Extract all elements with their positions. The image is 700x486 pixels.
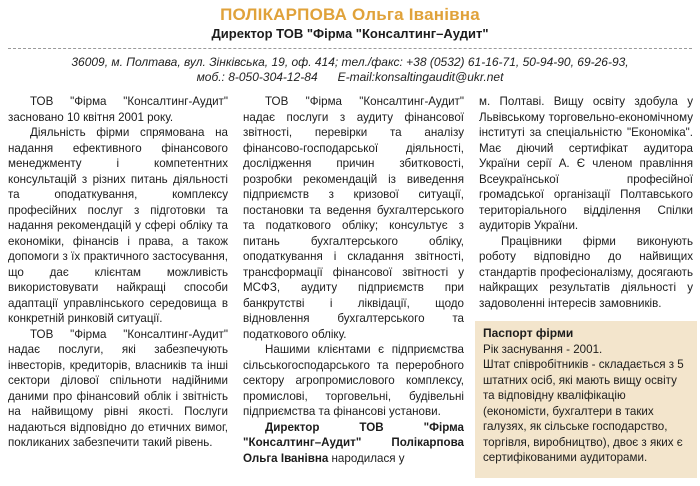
header xyxy=(0,4,700,42)
paragraph: ТОВ "Фірма "Консалтинг-Аудит" засновано 10 квітня 2001 року. xyxy=(8,95,228,124)
paragraph: Нашими клієнтами є підприємства сільськогосподарського та переробного сектору агропромислового комплексу, промислові, торговельні, будівельні підприємства та фінансові установи. xyxy=(243,343,464,418)
passport-title: Паспорт фірми xyxy=(483,326,574,340)
contact-line-address: 36009, м. Полтава, вул. Зінківська, 19, оф. 414; тел./факс: +38 (0532) 61-16-71, 50-94-90, 69-26-93, xyxy=(71,55,629,69)
column-1 xyxy=(8,94,228,451)
passport-founded: Рік заснування - 2001. xyxy=(483,342,603,356)
paragraph: м. Полтаві. Вищу освіту здобула у Львівському торговельно-економічному інституті за спеціальністю "Економіка". Має діючий сертифікат аудитора України серії А. Є членом правління Всеукраїнської професійної громадської організації Полтавського територіального відділення Спілки аудиторів України. xyxy=(479,95,693,232)
contact-info xyxy=(0,55,700,85)
director-text: народилася у xyxy=(328,451,405,465)
paragraph: ТОВ "Фірма "Консалтинг-Аудит" надає послуги з аудиту фінансової звітності, перевірки та аналізу фінансово-господарської діяльності, дослідження причин збитковості, розробки рекомендацій із виведення підприємств з кризової ситуації, постановки та ведення бухгалтерського та податкового обліку; консультує з питань бухгалтерського обліку, оподаткування і складання звітності, трансформації фінансової звітності у МСФЗ, аудиту підприємств при банкрутстві і ліквідації, щодо відновлення бухгалтерського та податкового обліку. xyxy=(243,95,464,341)
contact-line-mobile-email: моб.: 8-050-304-12-84 E-mail:konsaltingaudit@ukr.net xyxy=(196,70,504,84)
paragraph: Працівники фірми виконують роботу відповідно до найвищих стандартів професіоналізму, досягають найкращих результатів діяльності у задоволенні інтересів замовників. xyxy=(479,234,693,310)
person-role: Директор ТОВ "Фірма "Консалтинг–Аудит" xyxy=(211,26,489,41)
paragraph: Діяльність фірми спрямована на надання ефективного фінансового менеджменту і компетентних консультацій з різних питань діяльності та оподаткування, комплексу професійних послуг з підготовки та надання рекомендацій у сфері обліку та економіки, фінансів і права, а також допомоги з їх практичного застосування, що дає клієнтам можливість використовувати найкращі способи адаптації управлінського середовища в конкретній ринковій ситуації. xyxy=(8,126,228,325)
passport-staff: Штат співробітників - складається з 5 штатних осіб, які мають вищу освіту та відповідну кваліфікацію (економісти, бухгалтери в таких галузях, як сільське господарство, торгівля, виробництво), двоє з яких є сертифікованими аудиторами. xyxy=(483,358,684,464)
director-name: Директор ТОВ "Фірма "Консалтинг–Аудит" Полікарпова Ольга Іванівна xyxy=(243,420,464,465)
company-passport-box xyxy=(475,321,697,478)
paragraph-director xyxy=(243,420,464,467)
divider xyxy=(8,48,692,49)
column-2 xyxy=(243,94,464,466)
person-name: ПОЛІКАРПОВА Ольга Іванівна xyxy=(220,5,480,24)
column-3 xyxy=(479,94,693,311)
paragraph: ТОВ "Фірма "Консалтинг-Аудит" надає послуги, які забезпечують інвесторів, кредиторів, власників та інші сектори ділової спільноти надійними даними про фінансовий облік і звітність на найвищому рівні якості. Послуги надаються відповідно до етичних вимог, покликаних забезпечити такий рівень. xyxy=(8,327,228,449)
